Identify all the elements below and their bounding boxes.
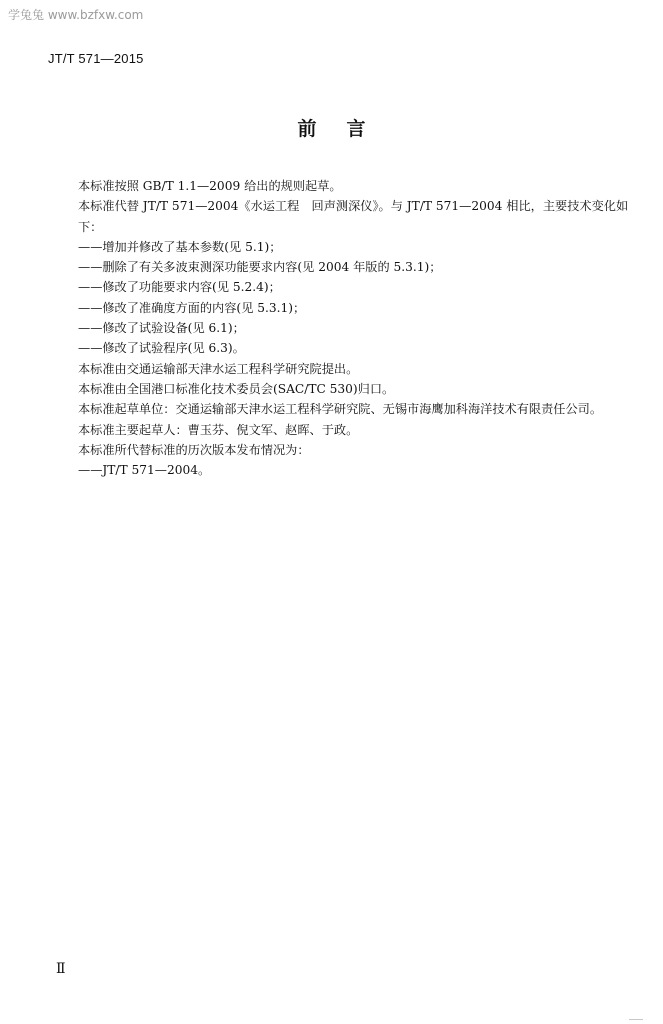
change-item: ——增加并修改了基本参数(见 5.1)； (78, 239, 282, 254)
corner-mark (629, 1019, 643, 1020)
change-item: ——修改了试验设备(见 6.1)； (78, 321, 245, 336)
paragraph-history-intro: 本标准所代替标准的历次版本发布情况为： (78, 442, 310, 457)
change-item: ——修改了试验程序(见 6.3)。 (78, 341, 245, 356)
change-item: ——修改了功能要求内容(见 5.2.4)； (78, 280, 281, 295)
preface-body (56, 176, 641, 480)
change-item: ——修改了准确度方面的内容(见 5.3.1)； (78, 300, 306, 315)
page-title (0, 114, 663, 141)
change-item: ——删除了有关多波束测深功能要求内容(见 2004 年版的 5.3.1)； (78, 260, 442, 275)
paragraph-proposer: 本标准由交通运输部天津水运工程科学研究院提出。 (78, 361, 359, 376)
standard-code: JT/T 571—2015 (48, 51, 144, 66)
history-item: ——JT/T 571—2004。 (78, 463, 211, 478)
paragraph-replacement: 本标准代替 JT/T 571—2004《水运工程 回声测深仪》。与 JT/T 571—2004 相比，主要技术变化如下： (78, 199, 629, 234)
watermark-text: 学兔兔 www.bzfxw.com (8, 8, 144, 22)
paragraph-committee: 本标准由全国港口标准化技术委员会(SAC/TC 530)归口。 (78, 381, 395, 396)
paragraph-drafting-rules: 本标准按照 GB/T 1.1—2009 给出的规则起草。 (78, 179, 342, 193)
paragraph-drafting-units: 本标准起草单位：交通运输部天津水运工程科学研究院、无锡市海鹰加科海洋技术有限责任公司。 (78, 402, 603, 417)
title-char-2: 言 (346, 118, 366, 140)
title-char-1: 前 (297, 118, 317, 140)
paragraph-drafters: 本标准主要起草人：曹玉芬、倪文军、赵晖、于政。 (78, 422, 359, 437)
page-number: Ⅱ (56, 961, 66, 977)
